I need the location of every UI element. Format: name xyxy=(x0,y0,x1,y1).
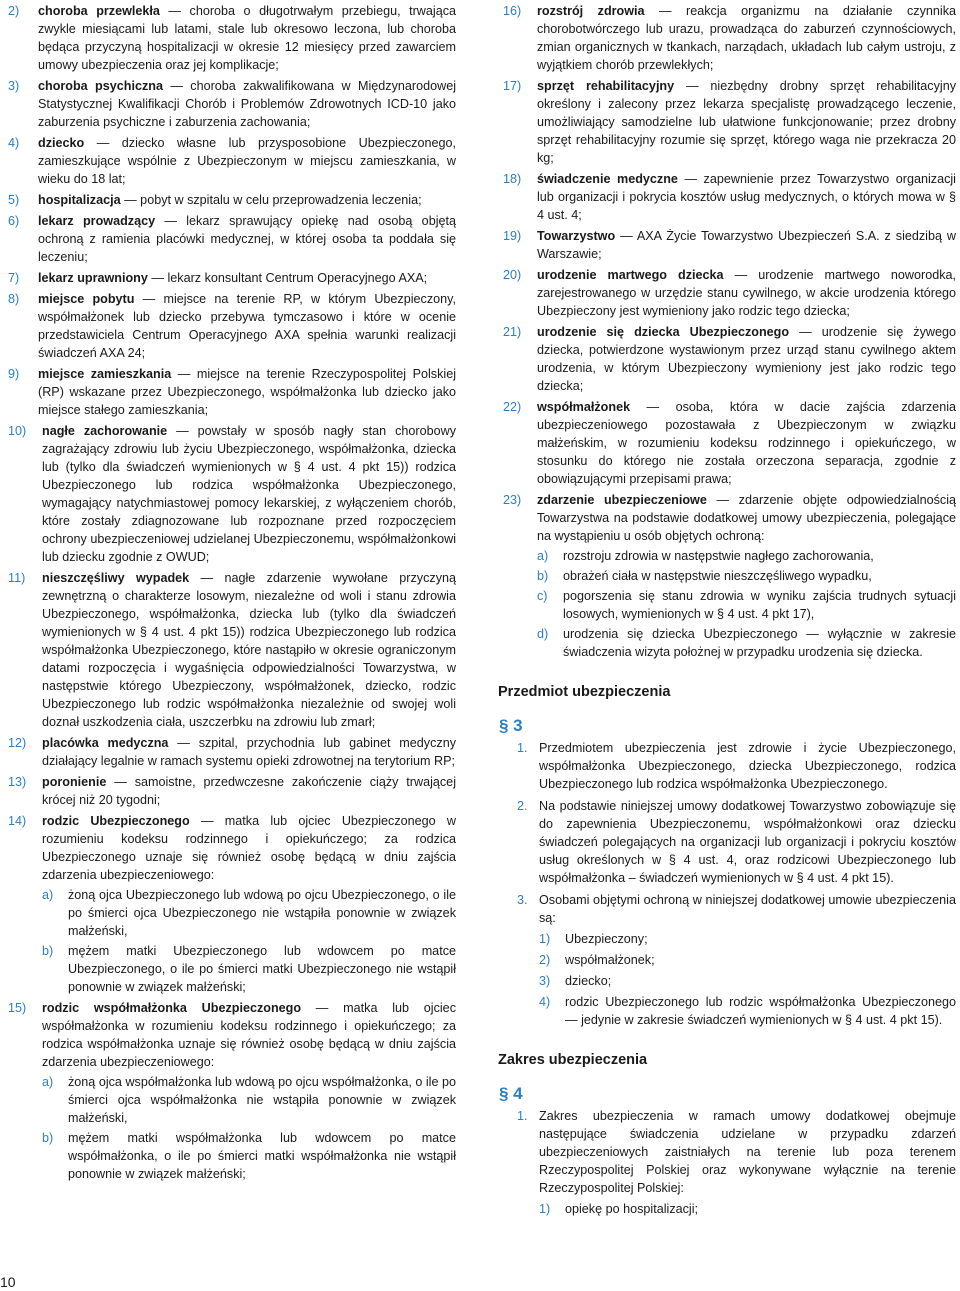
definition-term: urodzenie się dziecka Ubezpieczonego xyxy=(537,325,790,339)
definition-item xyxy=(8,2,456,74)
definition-term: dziecko xyxy=(38,136,85,150)
section-subitem-number: 1) xyxy=(539,1202,551,1216)
definition-term: lekarz uprawniony xyxy=(38,271,148,285)
definition-text: — urodzenie się żywego dziecka, potwierdzone wystawionym przez urząd stanu cywilnego aktem urodzenia, w którym Ubezpieczony wymieniony jest jako rodzic tego dziecka; xyxy=(537,325,956,393)
definition-term: nagłe zachorowanie xyxy=(42,424,168,438)
definition-text: — urodzenie martwego noworodka, zarejestrowanego w urzędzie stanu cywilnego, w akcie urodzenia którego Ubezpieczony jest wymieniony jako rodzic tego dziecka; xyxy=(537,268,956,318)
subitem-text: obrażeń ciała w następstwie nieszczęśliwego wypadku, xyxy=(563,569,872,583)
definition-item xyxy=(8,269,456,287)
subitem-text: pogorszenia się stanu zdrowia w wyniku zajścia trudnych sytuacji losowych, wymienionych w § 4 ust. 4 pkt 17), xyxy=(563,589,956,621)
definition-term: współmałżonek xyxy=(537,400,631,414)
definition-term: rodzic Ubezpieczonego xyxy=(42,814,190,828)
subitem-letter: d) xyxy=(537,627,549,641)
definition-text: — choroba zakwalifikowana w Międzynarodowej Statystycznej Kwalifikacji Chorób i Problemów Zdrowotnych ICD-10 jako zaburzenia psychiczne i zaburzenia zachowania; xyxy=(38,79,456,129)
subitem-letter: b) xyxy=(42,944,54,958)
definition-item xyxy=(8,734,456,770)
definition-number: 2) xyxy=(8,4,20,18)
definition-text: — zapewnienie przez Towarzystwo organizacji lub organizacji i pokrycia kosztów usług medycznych, o których mowa w § 4 ust. 4; xyxy=(537,172,956,222)
section-4-items xyxy=(503,1107,956,1218)
definition-subitem xyxy=(537,587,956,623)
definition-number: 3) xyxy=(8,79,20,93)
section-item-number: 1. xyxy=(517,1109,528,1123)
section-subitem-number: 2) xyxy=(539,953,551,967)
definition-text: — lekarz sprawujący opiekę nad osobą objętą ochroną z ramienia placówki medycznej, w której osoba ta poddała się leczeniu; xyxy=(38,214,456,264)
definition-term: miejsce zamieszkania xyxy=(38,367,172,381)
section-item-text: Przedmiotem ubezpieczenia jest zdrowie i życie Ubezpieczonego, współmałżonka Ubezpieczonego, dziecka Ubezpieczonego, rodzica Ubezpieczonego lub rodzica współmałżonka Ubezpieczonego. xyxy=(539,741,956,791)
definition-text: — zdarzenie objęte odpowiedzialnością Towarzystwa na podstawie dodatkowej umowy ubezpieczenia, polegające na wystąpieniu u osób objętych ochroną: xyxy=(537,493,957,543)
definition-term: placówka medyczna xyxy=(42,736,169,750)
definition-number: 5) xyxy=(8,193,20,207)
subitem-text: rozstroju zdrowia w następstwie nagłego zachorowania, xyxy=(563,549,874,563)
definition-number: 12) xyxy=(8,736,27,750)
definition-item xyxy=(503,227,956,263)
definition-item xyxy=(8,191,456,209)
definition-term: rozstrój zdrowia xyxy=(537,4,645,18)
subitem-text: mężem matki współmałżonka lub wdowcem po matce współmałżonka, o ile po śmierci matki współmałżonka nie wstąpił ponownie w związek małżeński; xyxy=(68,1131,456,1181)
definition-number: 14) xyxy=(8,814,27,828)
section-3-paragraph-sign: § 3 xyxy=(499,716,523,735)
definition-number: 13) xyxy=(8,775,27,789)
definition-text: — dziecko własne lub przysposobione Ubezpieczonego, zamieszkujące wspólnie z Ubezpieczonym w miejscu zamieszkania, w wieku do 18 lat; xyxy=(38,136,456,186)
definition-subitem xyxy=(42,942,456,996)
section-subitem xyxy=(539,993,956,1029)
definition-item xyxy=(8,422,456,566)
section-4-paragraph-sign: § 4 xyxy=(499,1084,523,1103)
definition-text: — matka lub ojciec współmałżonka w rozumieniu kodeksu rodzinnego i opiekuńczego; za rodzica współmałżonka uznaje się również osobę będącą w dniu zajścia zdarzenia ubezpieczeniowego: xyxy=(42,1001,456,1069)
section-subitem-text: opiekę po hospitalizacji; xyxy=(565,1202,699,1216)
definition-subitem xyxy=(537,547,956,565)
subitem-letter: a) xyxy=(537,549,549,563)
section-item-text: Osobami objętymi ochroną w niniejszej dodatkowej umowie ubezpieczenia są: xyxy=(539,893,956,925)
subitem-letter: b) xyxy=(537,569,549,583)
definition-term: choroba przewlekła xyxy=(38,4,160,18)
definition-item xyxy=(503,323,956,395)
subitem-text: żoną ojca Ubezpieczonego lub wdową po ojcu Ubezpieczonego, o ile po śmierci ojca Ubezpieczonego nie wstąpiła ponownie w związek małżeński, xyxy=(68,888,456,938)
section-3-items xyxy=(503,739,956,1029)
definition-text: — pobyt w szpitalu w celu przeprowadzenia leczenia; xyxy=(120,193,422,207)
definition-subitem xyxy=(537,567,956,585)
section-subitem xyxy=(539,1200,956,1218)
subitem-letter: a) xyxy=(42,888,54,902)
definition-text: — szpital, przychodnia lub gabinet medyczny działający legalnie w ramach systemu opieki zdrowotnej na terytorium RP; xyxy=(42,736,456,768)
definition-term: rodzic współmałżonka Ubezpieczonego xyxy=(42,1001,302,1015)
definition-term: sprzęt rehabilitacyjny xyxy=(537,79,675,93)
definition-term: poronienie xyxy=(42,775,107,789)
definition-item xyxy=(503,398,956,488)
definition-subitem xyxy=(42,1129,456,1183)
subitem-letter: a) xyxy=(42,1075,54,1089)
section-item xyxy=(503,797,956,887)
subitem-letter: c) xyxy=(537,589,548,603)
section-item xyxy=(503,1107,956,1218)
definition-text: — choroba o długotrwałym przebiegu, trwająca zwykle miesiącami lub latami, stale lub okresowo leczona, lub choroba będąca przyczyną hospitalizacji w okresie 12 miesięcy przed zawarciem umowy ubezpieczenia oraz jej komplikacje; xyxy=(38,4,456,72)
definition-term: choroba psychiczna xyxy=(38,79,163,93)
definition-item xyxy=(503,2,956,74)
section-subitem xyxy=(539,930,956,948)
section-subitem-text: rodzic Ubezpieczonego lub rodzic współmałżonka Ubezpieczonego — jedynie w zakresie świadczeń wymienionych w § 4 ust. 4 pkt 15). xyxy=(565,995,956,1027)
definition-number: 22) xyxy=(503,400,522,414)
subitem-text: urodzenia się dziecka Ubezpieczonego — wyłącznie w zakresie świadczenia wizyta położnej w przypadku urodzenia się dziecka. xyxy=(563,627,956,659)
definition-item xyxy=(503,266,956,320)
definition-item xyxy=(503,77,956,167)
subitem-text: mężem matki Ubezpieczonego lub wdowcem po matce Ubezpieczonego, o ile po śmierci matki Ubezpieczonego nie wstąpił ponownie w związek małżeński; xyxy=(68,944,456,994)
definition-subitem xyxy=(42,886,456,940)
subitem-letter: b) xyxy=(42,1131,54,1145)
section-item-number: 1. xyxy=(517,741,528,755)
definition-number: 19) xyxy=(503,229,522,243)
definition-number: 9) xyxy=(8,367,20,381)
definition-text: — AXA Życie Towarzystwo Ubezpieczeń S.A. z siedzibą w Warszawie; xyxy=(537,229,956,261)
right-column xyxy=(498,2,957,1222)
section-subitem-number: 1) xyxy=(539,932,551,946)
definition-number: 18) xyxy=(503,172,522,186)
section-4-heading: Zakres ubezpieczenia xyxy=(498,1052,648,1068)
definition-text: — samoistne, przedwczesne zakończenie ciąży trwającej krócej niż 20 tygodni; xyxy=(42,775,456,807)
section-subitem-number: 4) xyxy=(539,995,551,1009)
definition-text: — powstały w sposób nagły stan chorobowy zagrażający zdrowiu lub życiu Ubezpieczonego, współmałżonka, dziecka lub (tylko dla świadczeń wymienionych w § 4 ust. 4 pkt 15)) rodzica Ubezpieczonego lub rodzica współmałżonka Ubezpieczonego, wymagający natychmiastowej pomocy lekarskiej, z wyłączeniem chorób, które zostały zdiagnozowane lub rozpoznane przed rozpoczęciem ochrony ubezpieczeniowej udzielanej Ubezpieczonemu, współmałżonkowi lub dziecku zgodnie z OWUD; xyxy=(42,424,456,564)
definition-text: — matka lub ojciec Ubezpieczonego w rozumieniu kodeksu rodzinnego i opiekuńczego; za rodzica Ubezpieczonego uznaje się również osobę będącą w dniu zajścia zdarzenia ubezpieczeniowego: xyxy=(42,814,456,882)
definition-term: urodzenie martwego dziecka xyxy=(537,268,724,282)
section-subitem-text: Ubezpieczony; xyxy=(565,932,648,946)
definition-number: 11) xyxy=(8,571,26,585)
definition-text: — nagłe zdarzenie wywołane przyczyną zewnętrzną o charakterze losowym, niezależne od woli i stanu zdrowia Ubezpieczonego, współmałżonka, dziecka lub (tylko dla świadczeń wymienionych w § 4 ust. 4 pkt 15)) rodzica Ubezpieczonego lub rodzica współmałżonka Ubezpieczonego, które nastąpiło w okresie ograniczonym datami rozpoczęcia i wygaśnięcia odpowiedzialności Towarzystwa, w następstwie którego Ubezpieczony, współmałżonek, dziecko, rodzic Ubezpieczonego lub rodzic współmałżonka niezależnie od swojej woli doznał uszkodzenia ciała, uszczerbku na zdrowiu lub zmarł; xyxy=(42,571,456,729)
definition-text: — niezbędny drobny sprzęt rehabilitacyjny określony i zalecony przez lekarza specjalistę prowadzącego leczenie, umożliwiający samodzielne lub ułatwione funkcjonowanie; przez drobny sprzęt rehabilitacyjny rozumie się sprzęt, którego waga nie przekracza 20 kg; xyxy=(537,79,956,165)
definition-number: 15) xyxy=(8,1001,27,1015)
definition-number: 17) xyxy=(503,79,522,93)
definition-item xyxy=(8,999,456,1183)
definition-number: 23) xyxy=(503,493,522,507)
definition-item xyxy=(8,569,456,731)
definition-item xyxy=(8,365,456,419)
definition-number: 8) xyxy=(8,292,20,306)
definition-subitem xyxy=(42,1073,456,1127)
definition-number: 10) xyxy=(8,424,27,438)
section-item-number: 2. xyxy=(517,799,528,813)
definition-item xyxy=(503,491,956,661)
definition-item xyxy=(8,290,456,362)
definition-term: świadczenie medyczne xyxy=(537,172,678,186)
definition-term: zdarzenie ubezpieczeniowe xyxy=(537,493,707,507)
page-number: 10 xyxy=(0,1274,16,1290)
definition-text: — osoba, która w dacie zajścia zdarzenia ubezpieczeniowego pozostawała z Ubezpieczonym w związku małżeńskim, w rozumieniu kodeksu rodzinnego i opiekuńczego, w stosunku do którego nie została orzeczona separacja, zgodnie z obowiązującymi przepisami prawa; xyxy=(537,400,956,486)
definition-number: 21) xyxy=(503,325,522,339)
definition-term: miejsce pobytu xyxy=(38,292,135,306)
definition-number: 7) xyxy=(8,271,20,285)
section-subitem xyxy=(539,972,956,990)
definition-number: 6) xyxy=(8,214,20,228)
definition-term: lekarz prowadzący xyxy=(38,214,156,228)
definition-text: — miejsce na terenie RP, w którym Ubezpieczony, współmałżonek lub dziecko przebywa tymczasowo i które w ocenie przedstawiciela Centrum Operacyjnego AXA spełnia warunki realizacji świadczeń AXA 24; xyxy=(38,292,456,360)
definition-number: 16) xyxy=(503,4,522,18)
definition-subitem xyxy=(537,625,956,661)
definition-item xyxy=(8,212,456,266)
section-subitem xyxy=(539,951,956,969)
definitions-list-continued xyxy=(503,2,956,661)
definition-term: hospitalizacja xyxy=(38,193,121,207)
section-item-number: 3. xyxy=(517,893,528,907)
definition-number: 20) xyxy=(503,268,522,282)
definition-number: 4) xyxy=(8,136,20,150)
section-subitem-text: współmałżonek; xyxy=(565,953,655,967)
definition-item xyxy=(8,812,456,996)
section-item-text: Zakres ubezpieczenia w ramach umowy dodatkowej obejmuje następujące świadczenia udzielane w przypadku zdarzeń ubezpieczeniowych zaistniałych na terenie lub poza terenem Rzeczypospolitej Polskiej oraz wykonywane wyłącznie na terenie Rzeczypospolitej Polskiej: xyxy=(539,1109,956,1195)
section-item xyxy=(503,891,956,1029)
definition-term: nieszczęśliwy wypadek xyxy=(42,571,190,585)
section-item xyxy=(503,739,956,793)
section-subitem-number: 3) xyxy=(539,974,551,988)
section-subitem-text: dziecko; xyxy=(565,974,612,988)
subitem-text: żoną ojca współmałżonka lub wdową po ojcu współmałżonka, o ile po śmierci ojca współmałżonka nie wstąpiła ponownie w związek małżeński, xyxy=(68,1075,456,1125)
definition-item xyxy=(8,77,456,131)
section-item-text: Na podstawie niniejszej umowy dodatkowej Towarzystwo zobowiązuje się do zapewnienia Ubezpieczonemu, współmałżonkowi oraz dziecku świadczeń polegających na organizacji lub organizacji i pokryciu kosztów usług określonych w § 4 ust. 4, oraz rodzicowi Ubezpieczonego lub współmałżonka – świadczeń wymienionych w § 4 ust. 4 pkt 15). xyxy=(539,799,956,885)
definition-text: — reakcja organizmu na działanie czynnika chorobotwórczego lub urazu, prowadząca do zaburzeń czynnościowych, zmian organicznych w tkankach, narządach, układach lub całym ustroju, z wyjątkiem chorób przewlekłych; xyxy=(537,4,957,72)
definition-term: Towarzystwo xyxy=(537,229,616,243)
left-column xyxy=(8,2,456,1186)
definition-item xyxy=(8,773,456,809)
definition-text: — lekarz konsultant Centrum Operacyjnego AXA; xyxy=(147,271,428,285)
definition-text: — miejsce na terenie Rzeczypospolitej Polskiej (RP) wskazane przez Ubezpieczonego, współmałżonka lub dziecko jako miejsce stałego zamieszkania; xyxy=(38,367,456,417)
section-3-heading: Przedmiot ubezpieczenia xyxy=(498,684,671,700)
definition-item xyxy=(503,170,956,224)
definition-item xyxy=(8,134,456,188)
